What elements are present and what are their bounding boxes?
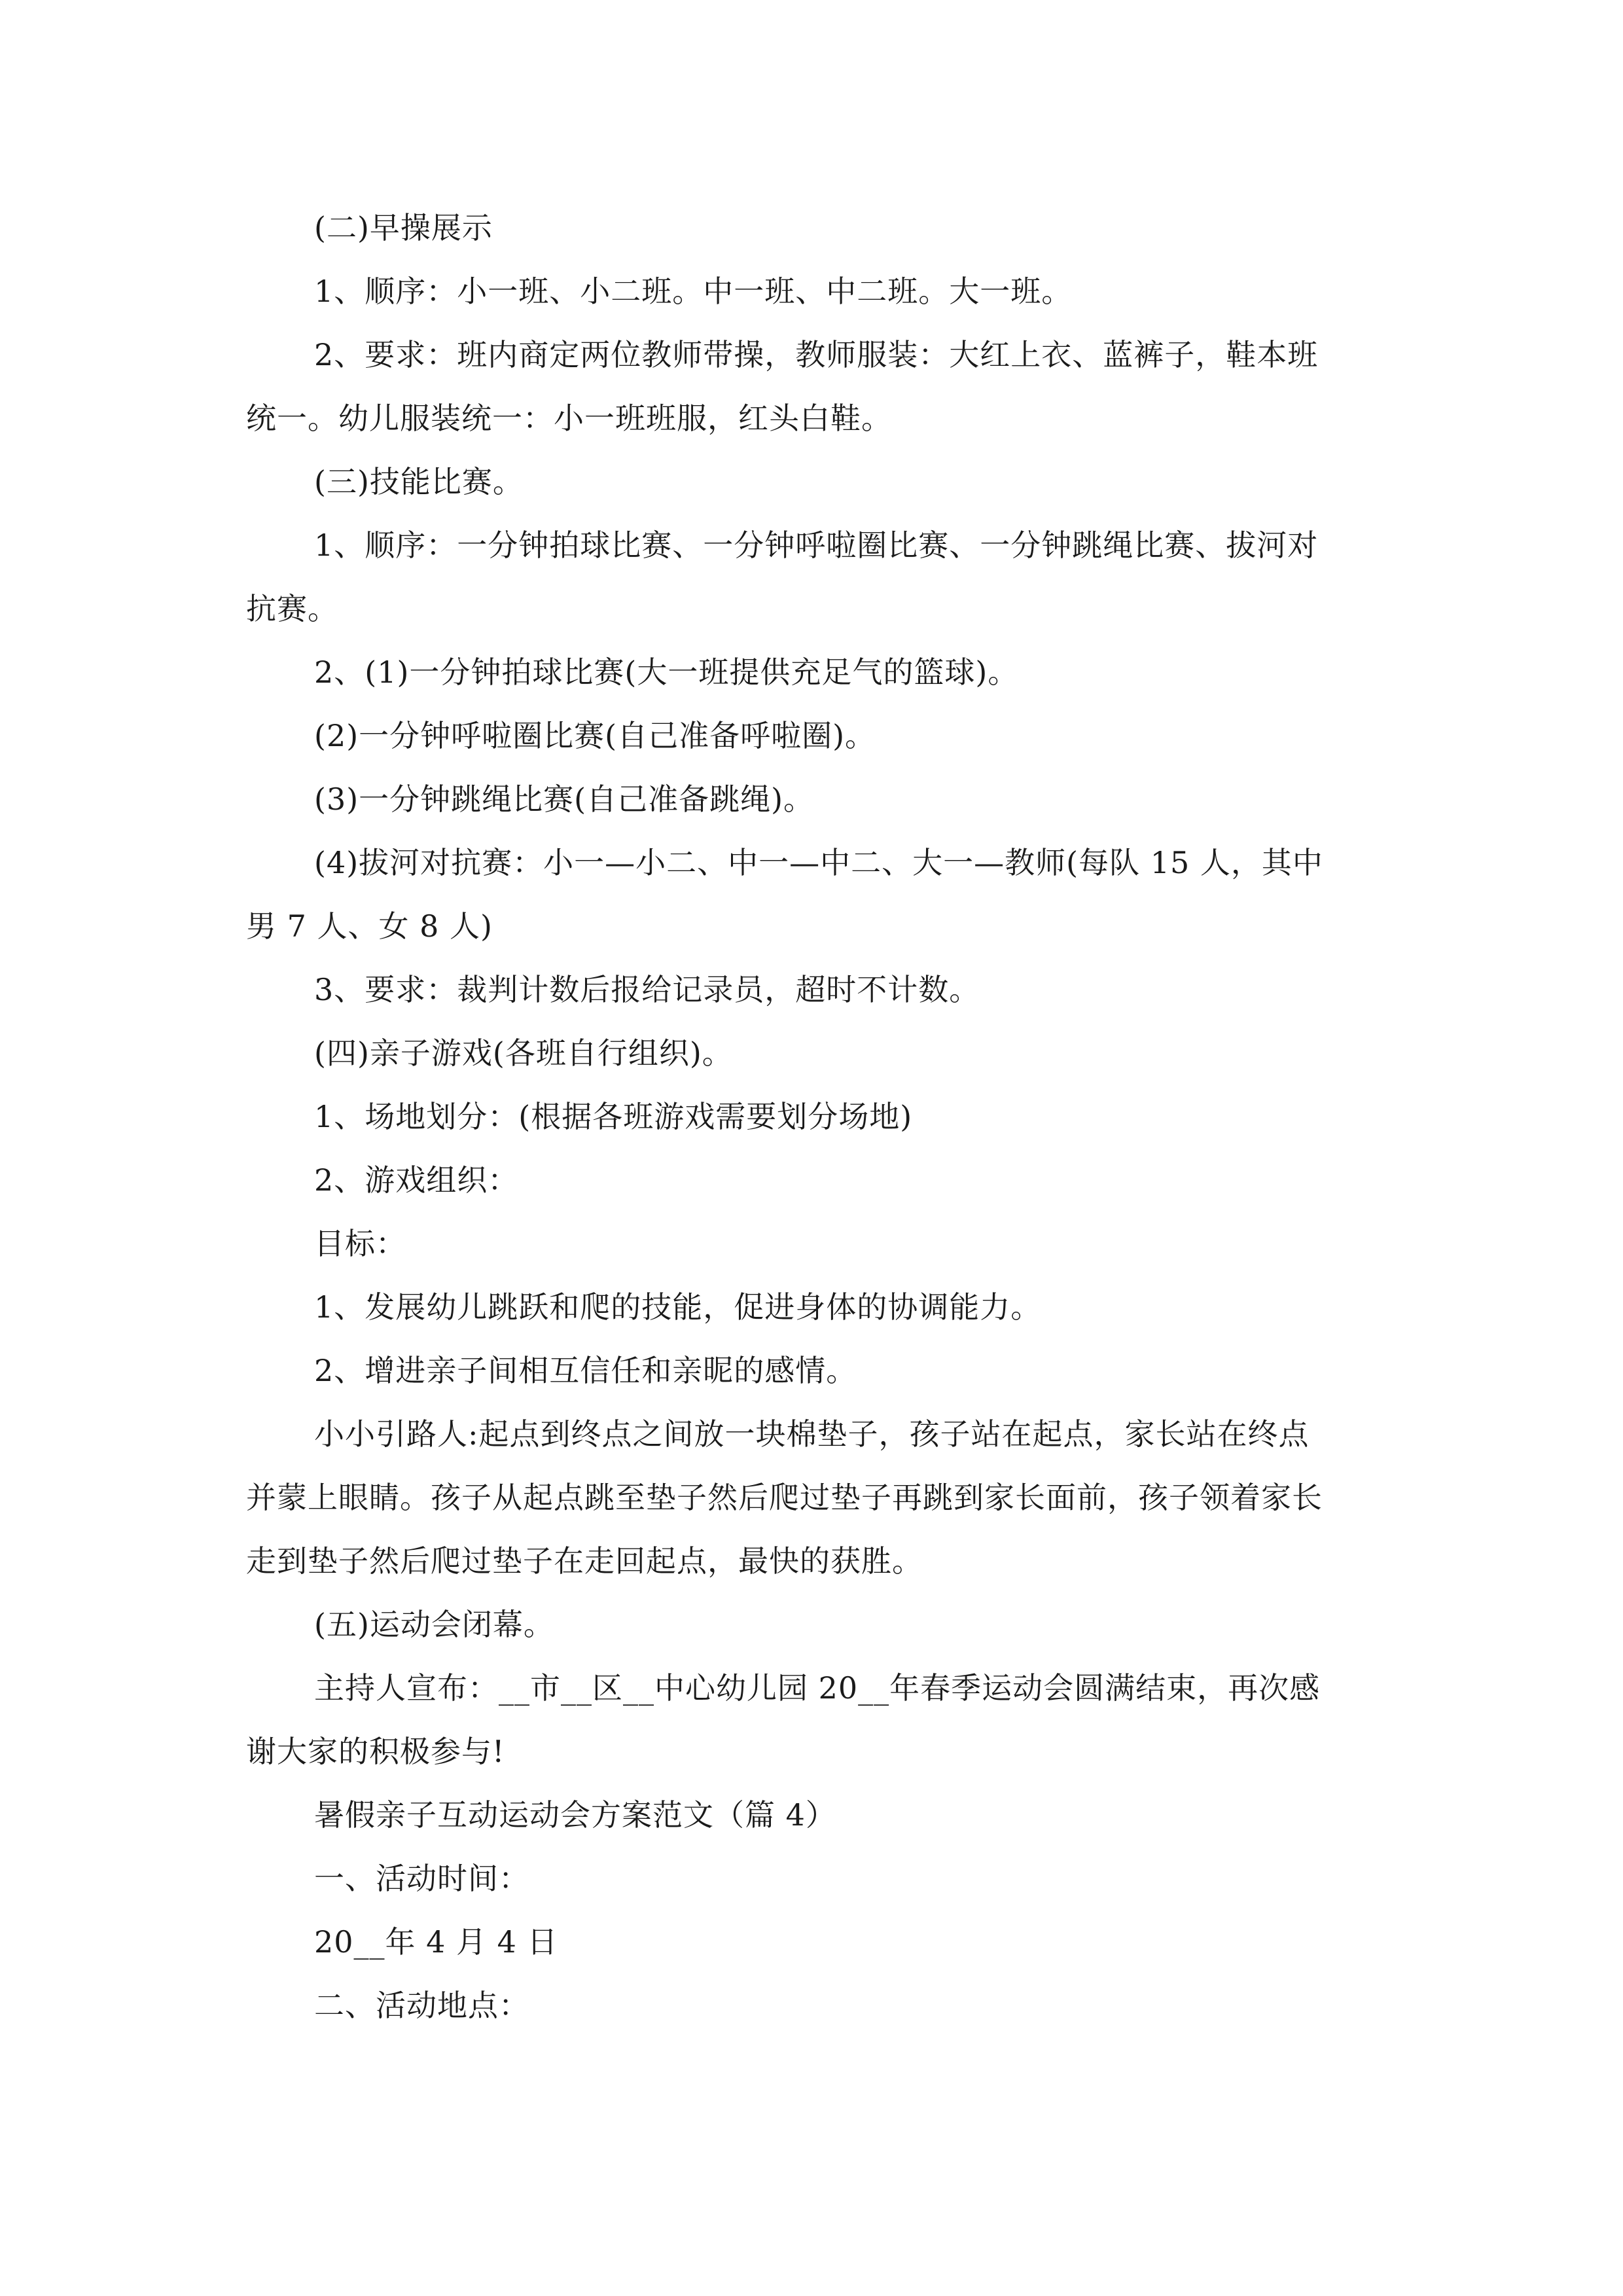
paragraph-line: 1、场地划分：(根据各班游戏需要划分场地): [314, 1099, 913, 1134]
paragraph-line: 2、要求：班内商定两位教师带操，教师服装：大红上衣、蓝裤子，鞋本班: [314, 337, 1319, 372]
section-heading-morning-exercise: (二)早操展示: [314, 210, 493, 245]
paragraph-line: 2、游戏组织：: [314, 1162, 519, 1198]
paragraph-line: 走到垫子然后爬过垫子在走回起点，最快的获胜。: [246, 1543, 923, 1579]
paragraph-line: (2)一分钟呼啦圈比赛(自己准备呼啦圈)。: [314, 718, 876, 753]
paragraph-line: 目标：: [314, 1226, 406, 1261]
article-title-part-4: 暑假亲子互动运动会方案范文（篇 4）: [314, 1797, 836, 1833]
section-heading-skill-contest: (三)技能比赛。: [314, 464, 524, 499]
section-heading-activity-time: 一、活动时间：: [314, 1861, 529, 1896]
paragraph-line: 1、顺序：一分钟拍球比赛、一分钟呼啦圈比赛、一分钟跳绳比赛、拔河对: [314, 528, 1319, 563]
paragraph-line: (4)拔河对抗赛：小一—小二、中一—中二、大一—教师(每队 15 人，其中: [314, 845, 1323, 880]
paragraph-little-guide-game: [246, 1403, 1378, 1593]
document-body: [246, 196, 1378, 2037]
paragraph-line: 2、(1)一分钟拍球比赛(大一班提供充足气的篮球)。: [314, 655, 1019, 690]
section-heading-closing: (五)运动会闭幕。: [314, 1607, 554, 1642]
paragraph-line: 统一。幼儿服装统一：小一班班服，红头白鞋。: [246, 401, 892, 436]
paragraph-tug-of-war: [246, 831, 1378, 958]
paragraph-line: 并蒙上眼睛。孩子从起点跳至垫子然后爬过垫子再跳到家长面前，孩子领着家长: [246, 1480, 1323, 1515]
activity-date: 20__年 4 月 4 日: [314, 1924, 558, 1960]
paragraph-order: [246, 514, 1378, 641]
paragraph-line: 1、发展幼儿跳跃和爬的技能，促进身体的协调能力。: [314, 1289, 1042, 1325]
paragraph-line: 2、增进亲子间相互信任和亲昵的感情。: [314, 1353, 857, 1388]
section-heading-activity-location: 二、活动地点：: [314, 1988, 529, 2023]
paragraph-host-announcement: [246, 1657, 1378, 1784]
paragraph-line: 1、顺序：小一班、小二班。中一班、中二班。大一班。: [314, 274, 1073, 309]
paragraph-line: 男 7 人、女 8 人): [246, 908, 493, 944]
paragraph-line: 抗赛。: [246, 591, 338, 626]
paragraph-line: 谢大家的积极参与!: [246, 1734, 505, 1769]
paragraph-line: (3)一分钟跳绳比赛(自己准备跳绳)。: [314, 781, 815, 817]
paragraph-requirements: [246, 323, 1378, 450]
paragraph-line: 3、要求：裁判计数后报给记录员，超时不计数。: [314, 972, 980, 1007]
section-heading-parent-child-games: (四)亲子游戏(各班自行组织)。: [314, 1035, 733, 1071]
paragraph-line: 主持人宣布：__市__区__中心幼儿园 20__年春季运动会圆满结束，再次感: [314, 1670, 1321, 1706]
paragraph-line: 小小引路人:起点到终点之间放一块棉垫子，孩子站在起点，家长站在终点: [314, 1416, 1310, 1452]
